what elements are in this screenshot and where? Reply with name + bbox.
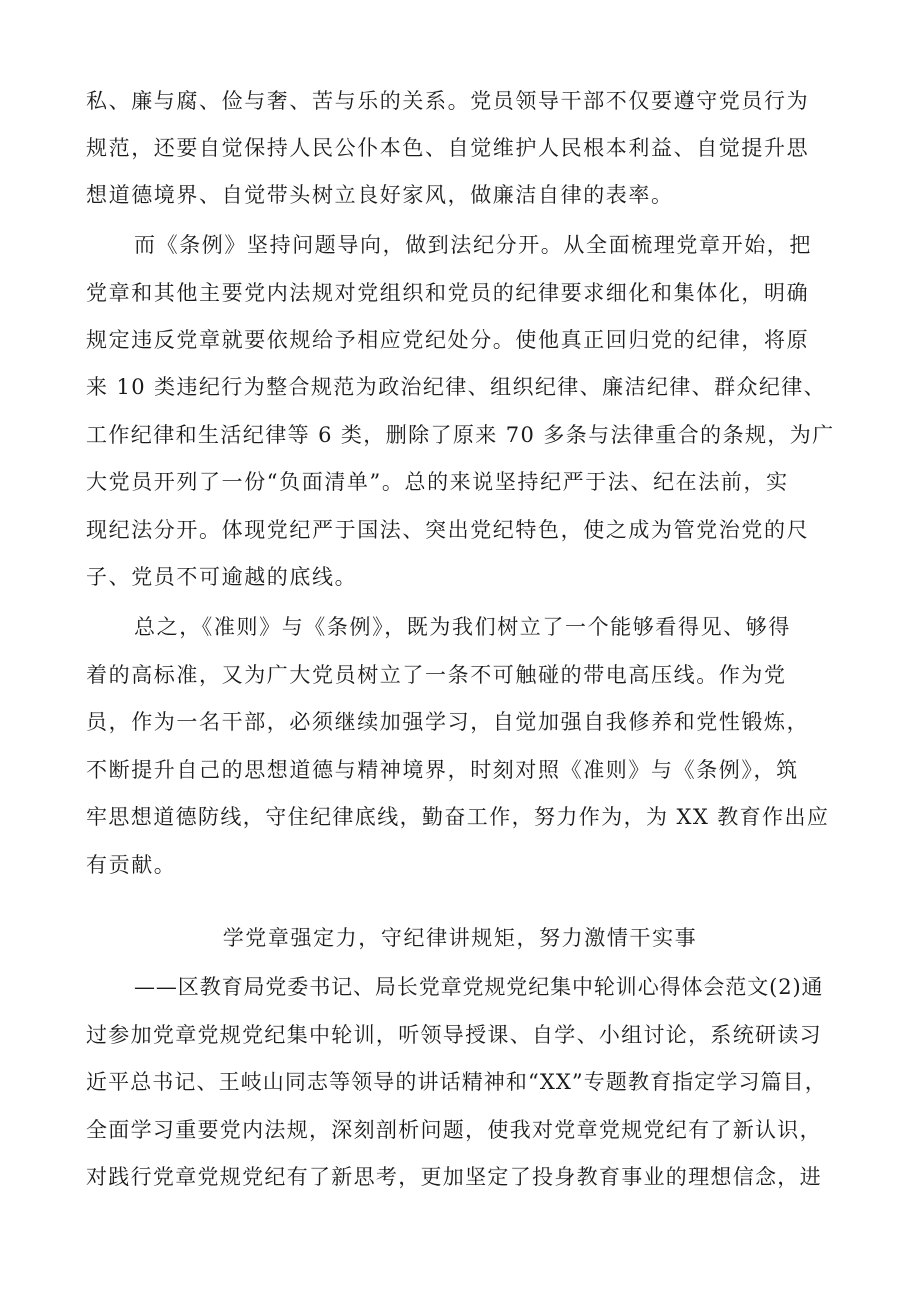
text-line: 牢思想道德防线，守住纪律底线，勤奋工作，努力作为，为 XX 教育作出应 xyxy=(86,805,830,829)
section-title: 学党章强定力，守纪律讲规矩，努力激情干实事 xyxy=(222,926,698,950)
text-line: 党章和其他主要党内法规对党组织和党员的纪律要求细化和集体化，明确 xyxy=(86,281,810,305)
text-line: 规定违反党章就要依规给予相应党纪处分。使他真正回归党的纪律，将原 xyxy=(86,328,810,352)
text-line: ——区教育局党委书记、局长党章党规党纪集中轮训心得体会范文(2)通 xyxy=(134,975,824,999)
text-line: 员，作为一名干部，必须继续加强学习，自觉加强自我修养和党性锻炼， xyxy=(86,710,810,734)
text-line: 全面学习重要党内法规，深刻剖析问题，使我对党章党规党纪有了新认识， xyxy=(86,1118,822,1142)
text-line: 现纪法分开。体现党纪严于国法、突出党纪特色，使之成为管党治党的尺 xyxy=(86,518,810,542)
text-line: 总之，《准则》与《条例》，既为我们树立了一个能够看得见、够得 xyxy=(134,615,791,639)
text-line: 来 10 类违纪行为整合规范为政治纪律、组织纪律、廉洁纪律、群众纪律、 xyxy=(86,375,827,399)
text-line: 想道德境界、自觉带头树立良好家风，做廉洁自律的表率。 xyxy=(86,183,674,207)
text-line: 对践行党章党规党纪有了新思考，更加坚定了投身教育事业的理想信念，进 xyxy=(86,1165,822,1189)
text-line: 工作纪律和生活纪律等 6 类，删除了原来 70 多条与法律重合的条规，为广 xyxy=(86,423,835,447)
text-line: 私、廉与腐、俭与奢、苦与乐的关系。党员领导干部不仅要遵守党员行为 xyxy=(86,89,810,113)
text-line: 有贡献。 xyxy=(86,853,177,877)
text-line: 近平总书记、王岐山同志等领导的讲话精神和“XX”专题教育指定学习篇目， xyxy=(86,1070,827,1094)
text-line: 大党员开列了一份“负面清单”。总的来说坚持纪严于法、纪在法前，实 xyxy=(86,470,789,494)
text-line: 过参加党章党规党纪集中轮训，听领导授课、自学、小组讨论，系统研读习 xyxy=(86,1023,822,1047)
text-line: 规范，还要自觉保持人民公仆本色、自觉维护人民根本利益、自觉提升思 xyxy=(86,136,810,160)
text-line: 子、党员不可逾越的底线。 xyxy=(86,565,358,589)
text-line: 不断提升自己的思想道德与精神境界，时刻对照《准则》与《条例》，筑 xyxy=(86,758,799,782)
text-line: 而《条例》坚持问题导向，做到法纪分开。从全面梳理党章开始，把 xyxy=(134,233,812,257)
text-line: 着的高标准，又为广大党员树立了一条不可触碰的带电高压线。作为党 xyxy=(86,663,787,687)
